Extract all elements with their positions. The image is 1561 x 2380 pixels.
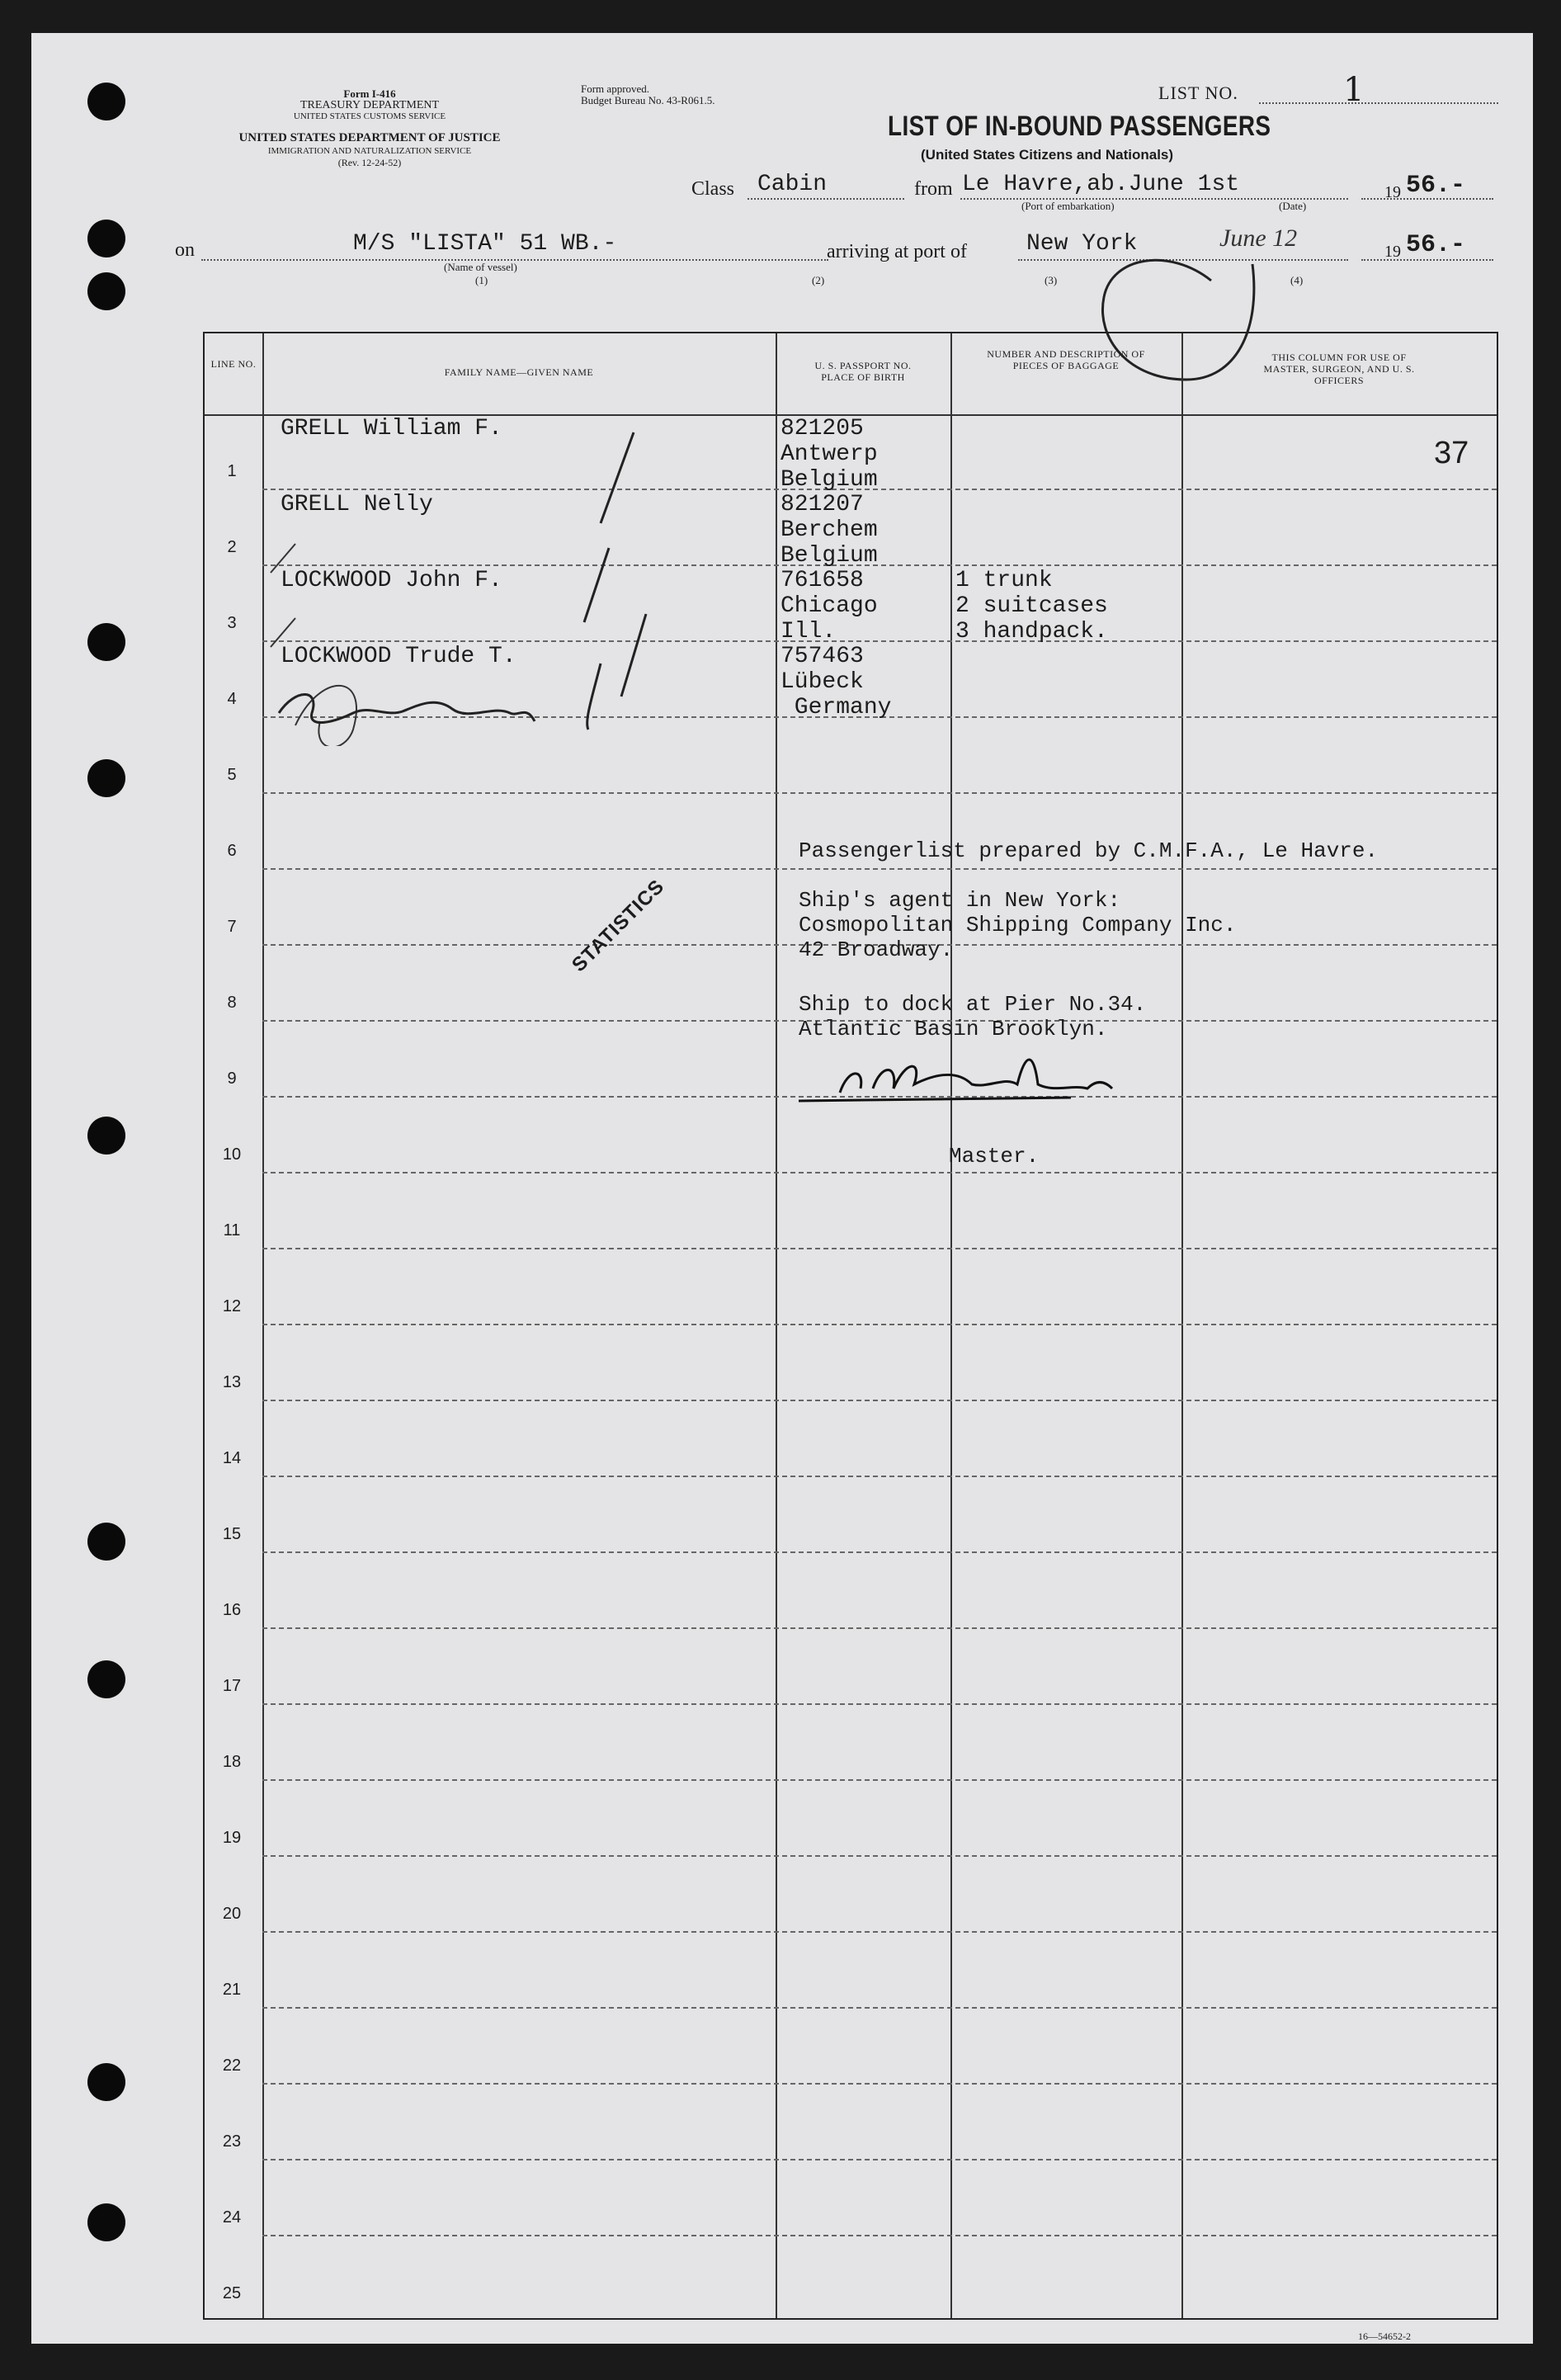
note-basin: Atlantic Basin Brooklyn.: [799, 1017, 1108, 1041]
row-rule: [262, 2235, 1497, 2236]
budget-bureau: Budget Bureau No. 43-R061.5.: [581, 94, 715, 106]
col-header-passport: U. S. PASSPORT NO. PLACE OF BIRTH: [814, 360, 912, 383]
note-company: Cosmopolitan Shipping Company Inc.: [799, 913, 1237, 937]
row-rule: [262, 2159, 1497, 2160]
col-caption-4: (4): [1290, 274, 1304, 286]
page-subtitle: (United States Citizens and Nationals): [921, 147, 1174, 163]
statistics-stamp: STATISTICS: [568, 875, 669, 977]
col-caption-3: (3): [1045, 274, 1058, 286]
punch-hole: [87, 2063, 125, 2101]
row-rule: [262, 1551, 1497, 1553]
vessel-caption: (Name of vessel): [444, 261, 517, 273]
punch-hole: [87, 220, 125, 257]
row-rule: [262, 1476, 1497, 1477]
line-number: 20: [222, 1905, 242, 1923]
passenger-table: [203, 332, 1498, 2320]
from-value: Le Havre,ab.June 1st: [962, 172, 1240, 197]
punch-hole: [87, 2203, 125, 2241]
arriving-label: arriving at port of: [827, 241, 967, 262]
col-header-officers: THIS COLUMN FOR USE OF MASTER, SURGEON, AND U. S. OFFICERS: [1263, 352, 1415, 386]
row-rule: [262, 1400, 1497, 1401]
arrival-date-handwritten: June 12: [1219, 224, 1298, 252]
class-line: [747, 198, 904, 200]
passenger-name: LOCKWOOD John F.: [281, 568, 502, 593]
revision: (Rev. 12-24-52): [337, 157, 402, 168]
line-number: 13: [222, 1373, 242, 1391]
line-number: 15: [222, 1525, 242, 1543]
year-value: 56.-: [1406, 172, 1466, 200]
vessel-value: M/S "LISTA" 51 WB.-: [353, 231, 617, 257]
line-number: 14: [222, 1449, 242, 1467]
year-prefix-2: 19: [1384, 243, 1401, 261]
punch-hole: [87, 759, 125, 797]
line-number: 21: [222, 1981, 242, 1999]
from-label: from: [914, 178, 953, 200]
line-number: 7: [227, 918, 237, 936]
punch-hole: [87, 272, 125, 310]
class-value: Cabin: [757, 172, 828, 197]
row-rule: [262, 792, 1497, 794]
list-no-label: LIST NO.: [1158, 83, 1238, 103]
note-agent: Ship's agent in New York:: [799, 888, 1121, 913]
handwritten-signature: [271, 680, 551, 746]
line-number: 2: [227, 538, 237, 556]
immigration-service: IMMIGRATION AND NATURALIZATION SERVICE: [267, 146, 472, 156]
line-number: 17: [222, 1677, 242, 1695]
passenger-name: GRELL Nelly: [281, 492, 433, 517]
passport-birthplace: 821205 Antwerp Belgium: [780, 416, 878, 493]
note-prepared-by: Passengerlist prepared by C.M.F.A., Le Havre.: [799, 838, 1379, 863]
line-number: 3: [227, 614, 237, 632]
on-label: on: [175, 239, 195, 261]
officer-mark: 37: [1434, 436, 1469, 470]
year-prefix: 19: [1384, 183, 1401, 201]
row-rule: [262, 1248, 1497, 1249]
row-rule: [262, 2083, 1497, 2085]
col-header-baggage: NUMBER AND DESCRIPTION OF PIECES OF BAGGAGE: [987, 348, 1145, 371]
footer-code: 16—54652-2: [1358, 2330, 1411, 2342]
line-number: 5: [227, 766, 237, 784]
row-rule: [262, 1855, 1497, 1857]
master-signature: [790, 1043, 1137, 1117]
passenger-name: GRELL William F.: [281, 416, 502, 442]
line-number: 8: [227, 994, 237, 1012]
master-label: Master.: [949, 1144, 1040, 1169]
arrival-port: New York: [1026, 231, 1138, 257]
page-title: LIST OF IN-BOUND PASSENGERS: [888, 111, 1271, 142]
line-number: 16: [222, 1601, 242, 1619]
line-number: 9: [227, 1070, 237, 1088]
col-divider: [950, 333, 952, 2318]
justice-dept: UNITED STATES DEPARTMENT OF JUSTICE: [238, 131, 501, 144]
line-number: 22: [222, 2057, 242, 2075]
row-rule: [262, 1703, 1497, 1705]
line-number: 23: [222, 2132, 242, 2151]
punch-hole: [87, 623, 125, 661]
row-rule: [262, 1324, 1497, 1325]
line-number: 4: [227, 690, 237, 708]
punch-hole: [87, 1660, 125, 1698]
col-header-name: FAMILY NAME—GIVEN NAME: [444, 366, 594, 378]
note-address: 42 Broadway.: [799, 937, 954, 962]
passport-birthplace: 761658 Chicago Ill.: [780, 568, 878, 645]
row-rule: [262, 868, 1497, 870]
punch-hole: [87, 1117, 125, 1155]
form-approved: Form approved.: [581, 83, 650, 95]
form-number: Form I-416: [343, 87, 396, 100]
list-no-value: 1: [1343, 71, 1365, 109]
passport-birthplace: 821207 Berchem Belgium: [780, 492, 878, 569]
col-divider: [1181, 333, 1183, 2318]
row-rule: [262, 1627, 1497, 1629]
line-number: 19: [222, 1829, 242, 1847]
row-rule: [262, 1779, 1497, 1781]
baggage-description: 1 trunk 2 suitcases 3 handpack.: [955, 568, 1108, 645]
line-number: 1: [227, 462, 237, 480]
port-caption: (Port of embarkation): [1021, 200, 1115, 212]
line-number: 25: [222, 2284, 242, 2302]
document-page: [31, 33, 1533, 2344]
line-number: 6: [227, 842, 237, 860]
list-no-line: [1259, 102, 1498, 104]
row-rule: [262, 1172, 1497, 1173]
col-caption-1: (1): [475, 274, 488, 286]
class-label: Class: [691, 178, 735, 200]
line-number: 12: [222, 1297, 242, 1315]
treasury-dept: TREASURY DEPARTMENT: [299, 99, 440, 111]
punch-hole: [87, 83, 125, 120]
col-header-line: LINE NO.: [210, 358, 257, 370]
year-line: [1361, 198, 1493, 200]
passenger-name: LOCKWOOD Trude T.: [281, 644, 516, 669]
year-value-2: 56.-: [1406, 231, 1466, 259]
row-rule: [262, 1931, 1497, 1933]
row-rule: [262, 2007, 1497, 2009]
passport-birthplace: 757463 Lübeck Germany: [780, 644, 892, 720]
note-dock: Ship to dock at Pier No.34.: [799, 992, 1147, 1017]
line-number: 11: [223, 1221, 241, 1240]
line-number: 18: [222, 1753, 242, 1771]
year-line-2: [1361, 259, 1493, 261]
punch-hole: [87, 1523, 125, 1561]
customs-service: UNITED STATES CUSTOMS SERVICE: [293, 111, 446, 121]
col-caption-2: (2): [812, 274, 825, 286]
date-caption: (Date): [1279, 200, 1307, 212]
line-number: 10: [222, 1145, 242, 1164]
line-number: 24: [222, 2208, 242, 2227]
